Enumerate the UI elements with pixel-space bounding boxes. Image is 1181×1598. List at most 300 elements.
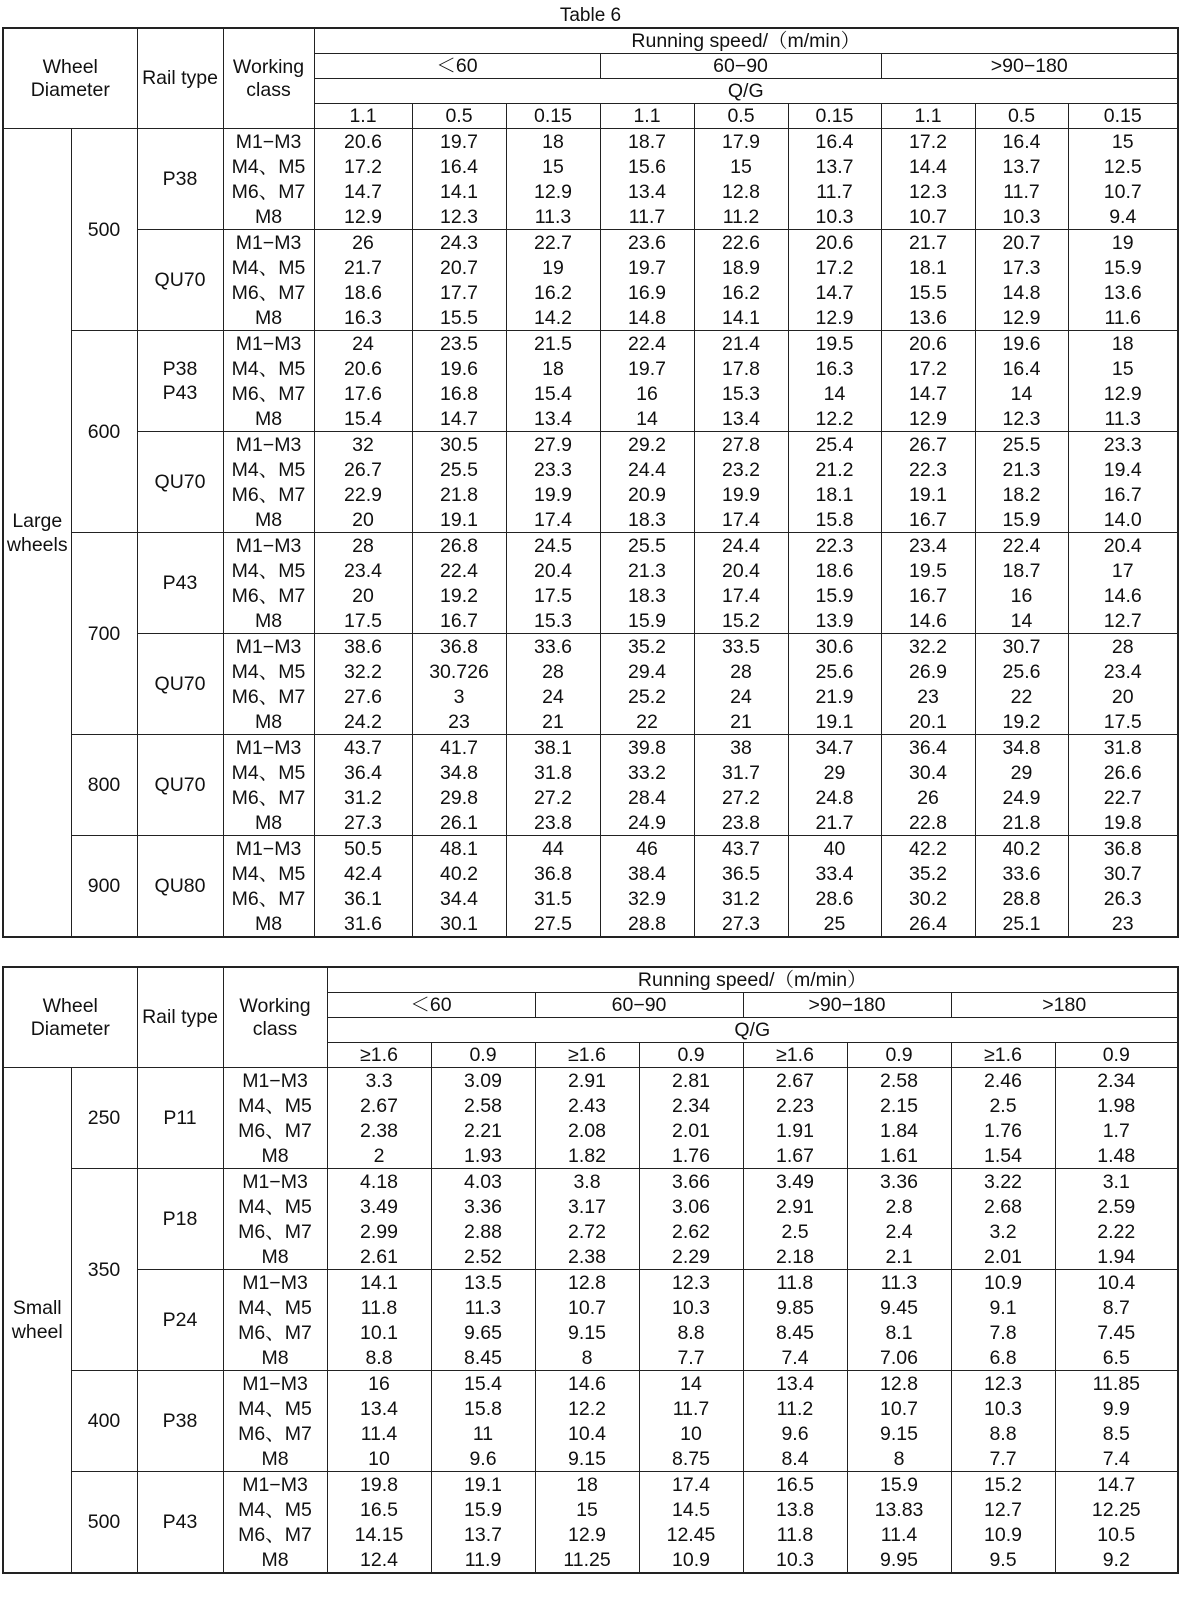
table-cell: 2.01 [639, 1118, 743, 1143]
table-cell: 2.59 [1055, 1194, 1178, 1219]
table-cell: 1.94 [1055, 1244, 1178, 1270]
rail-type-part: QU70 [154, 673, 206, 695]
table-row [3, 735, 1178, 761]
table-cell: 3.1 [1055, 1169, 1178, 1195]
table-cell: 10.3 [975, 204, 1068, 230]
table-cell: 11.7 [639, 1396, 743, 1421]
qg-value: 0.5 [694, 104, 788, 129]
table-cell: 13.4 [694, 406, 788, 432]
table-cell: 24.4 [694, 533, 788, 559]
working-class: M1−M3 [223, 230, 314, 256]
table-cell: 11.25 [535, 1547, 639, 1573]
table-cell: 32.2 [314, 659, 412, 684]
wheel-diameter: 800 [71, 735, 137, 836]
table-cell: 9.15 [535, 1320, 639, 1345]
working-class: M6、M7 [223, 1421, 327, 1446]
table-cell: 16.4 [412, 154, 506, 179]
table-cell: 18.9 [694, 255, 788, 280]
table-row [3, 432, 1178, 458]
table-cell: 31.8 [506, 760, 600, 785]
table-cell: 9.6 [431, 1446, 535, 1472]
table-cell: 2.8 [847, 1194, 951, 1219]
table-cell: 22 [975, 684, 1068, 709]
table-cell: 19.5 [788, 331, 881, 357]
table-cell: 30.7 [975, 634, 1068, 660]
table-cell: 12.9 [506, 179, 600, 204]
qg-header: Q/G [327, 1018, 1178, 1043]
wheel-diameter-header: Wheel Diameter [3, 28, 137, 129]
table-cell: 18 [506, 356, 600, 381]
table-cell: 7.4 [1055, 1446, 1178, 1472]
table-cell: 2.88 [431, 1219, 535, 1244]
table-cell: 14.1 [694, 305, 788, 331]
table-cell: 29.8 [412, 785, 506, 810]
table-cell: 20.6 [788, 230, 881, 256]
table-cell: 2.61 [327, 1244, 431, 1270]
table-cell: 17.6 [314, 381, 412, 406]
table-cell: 2.22 [1055, 1219, 1178, 1244]
qg-value: ≥1.6 [743, 1043, 847, 1068]
table-cell: 20.6 [314, 129, 412, 155]
table-cell: 14.8 [975, 280, 1068, 305]
table-cell: 30.4 [881, 760, 975, 785]
table-cell: 19.5 [881, 558, 975, 583]
rail-type-header: Rail type [137, 967, 223, 1068]
working-class: M1−M3 [223, 836, 314, 862]
working-class: M1−M3 [223, 735, 314, 761]
table-cell: 10.5 [1055, 1522, 1178, 1547]
table-cell: 20.7 [975, 230, 1068, 256]
table-cell: 8.4 [743, 1446, 847, 1472]
table-cell: 21.5 [506, 331, 600, 357]
table-cell: 21.3 [975, 457, 1068, 482]
working-class: M4、M5 [223, 255, 314, 280]
table-cell: 24.8 [788, 785, 881, 810]
table-cell: 1.93 [431, 1143, 535, 1169]
table-cell: 19.6 [412, 356, 506, 381]
table-cell: 10.9 [951, 1522, 1055, 1547]
table-cell: 28 [506, 659, 600, 684]
table-cell: 18.7 [600, 129, 694, 155]
table-cell: 40.2 [975, 836, 1068, 862]
table-cell: 23.5 [412, 331, 506, 357]
table-row [3, 1472, 1178, 1498]
rail-type [137, 1270, 223, 1371]
table-cell: 2.38 [535, 1244, 639, 1270]
table-cell: 7.7 [951, 1446, 1055, 1472]
table-cell: 25.6 [975, 659, 1068, 684]
table-cell: 27.8 [694, 432, 788, 458]
table-cell: 14 [975, 608, 1068, 634]
table-cell: 12.9 [535, 1522, 639, 1547]
working-class: M6、M7 [223, 1522, 327, 1547]
working-class: M6、M7 [223, 1118, 327, 1143]
table-cell: 20.6 [881, 331, 975, 357]
table-cell: 48.1 [412, 836, 506, 862]
working-class: M8 [223, 911, 314, 937]
working-class: M6、M7 [223, 1219, 327, 1244]
table-cell: 27.3 [694, 911, 788, 937]
table-cell: 21.9 [788, 684, 881, 709]
table-cell: 8.7 [1055, 1295, 1178, 1320]
table-cell: 22.3 [881, 457, 975, 482]
table-cell: 16.8 [412, 381, 506, 406]
qg-value: 0.15 [788, 104, 881, 129]
table-cell: 23 [412, 709, 506, 735]
working-class: M8 [223, 1244, 327, 1270]
table-cell: 12.3 [412, 204, 506, 230]
rail-type [137, 735, 223, 836]
table-cell: 25.4 [788, 432, 881, 458]
table-cell: 15.8 [431, 1396, 535, 1421]
table-cell: 34.4 [412, 886, 506, 911]
table-cell: 24.3 [412, 230, 506, 256]
table-cell: 13.5 [431, 1270, 535, 1296]
qg-value: 0.5 [975, 104, 1068, 129]
table-cell: 18.2 [975, 482, 1068, 507]
table-title: Table 6 [559, 5, 622, 26]
table-cell: 28.8 [600, 911, 694, 937]
working-class: M6、M7 [223, 886, 314, 911]
table-cell: 9.1 [951, 1295, 1055, 1320]
table-cell: 34.8 [975, 735, 1068, 761]
table-cell: 18.6 [314, 280, 412, 305]
working-class: M1−M3 [223, 1068, 327, 1094]
table-cell: 10.7 [847, 1396, 951, 1421]
table-cell: 2.46 [951, 1068, 1055, 1094]
table-cell: 3.3 [327, 1068, 431, 1094]
table-cell: 19 [1068, 230, 1178, 256]
working-class: M6、M7 [223, 179, 314, 204]
wheel-diameter: 400 [71, 1371, 137, 1472]
table-cell: 4.03 [431, 1169, 535, 1195]
qg-value: 0.9 [847, 1043, 951, 1068]
table-cell: 2.91 [535, 1068, 639, 1094]
table-cell: 16.3 [314, 305, 412, 331]
table-cell: 28.8 [975, 886, 1068, 911]
qg-value: ≥1.6 [535, 1043, 639, 1068]
rail-type-part: QU70 [154, 269, 206, 291]
table-cell: 19.1 [431, 1472, 535, 1498]
working-class: M8 [223, 1547, 327, 1573]
table-cell: 21.8 [975, 810, 1068, 836]
rail-type-header: Rail type [137, 28, 223, 129]
table-cell: 11.4 [327, 1421, 431, 1446]
table-cell: 23.8 [694, 810, 788, 836]
table-cell: 25 [788, 911, 881, 937]
table-row [3, 1068, 1178, 1094]
table-cell: 12.8 [535, 1270, 639, 1296]
table-cell: 18.6 [788, 558, 881, 583]
wheel-diameter: 500 [71, 1472, 137, 1574]
working-class: M1−M3 [223, 129, 314, 155]
rail-type-part: P43 [162, 572, 198, 594]
table-cell: 23.4 [1068, 659, 1178, 684]
table-cell: 15.9 [975, 507, 1068, 533]
table-cell: 14.7 [314, 179, 412, 204]
qg-value: 1.1 [881, 104, 975, 129]
working-class: M8 [223, 1345, 327, 1371]
table-cell: 27.2 [506, 785, 600, 810]
table-cell: 11.7 [975, 179, 1068, 204]
table-cell: 10.3 [788, 204, 881, 230]
table-cell: 15.4 [314, 406, 412, 432]
table-cell: 12.9 [314, 204, 412, 230]
table-cell: 11.2 [694, 204, 788, 230]
table-cell: 29.4 [600, 659, 694, 684]
table-cell: 30.1 [412, 911, 506, 937]
table-cell: 15 [1068, 356, 1178, 381]
table-cell: 18.1 [881, 255, 975, 280]
table-cell: 10.7 [535, 1295, 639, 1320]
table-cell: 24 [314, 331, 412, 357]
table-cell: 12.3 [639, 1270, 743, 1296]
table-cell: 10.1 [327, 1320, 431, 1345]
table-cell: 9.2 [1055, 1547, 1178, 1573]
table-cell: 19.1 [881, 482, 975, 507]
table-cell: 40.2 [412, 861, 506, 886]
rail-type [137, 1169, 223, 1270]
working-class-header: Working class [223, 28, 314, 129]
running-speed-header: Running speed/（m/min） [327, 967, 1178, 993]
table-cell: 11.85 [1055, 1371, 1178, 1397]
table-cell: 12.9 [975, 305, 1068, 331]
working-class: M8 [223, 608, 314, 634]
working-class: M4、M5 [223, 1497, 327, 1522]
working-class: M8 [223, 305, 314, 331]
working-class: M1−M3 [223, 1371, 327, 1397]
table-cell: 3 [412, 684, 506, 709]
table-cell: 24.5 [506, 533, 600, 559]
working-class: M8 [223, 810, 314, 836]
wheel-diameter: 900 [71, 836, 137, 938]
table-cell: 13.4 [743, 1371, 847, 1397]
working-class: M8 [223, 406, 314, 432]
table-cell: 22.9 [314, 482, 412, 507]
table-cell: 14.1 [327, 1270, 431, 1296]
table-cell: 14 [975, 381, 1068, 406]
table-row [3, 1270, 1178, 1296]
table-cell: 14.4 [881, 154, 975, 179]
table-cell: 10.7 [881, 204, 975, 230]
table-cell: 26.7 [314, 457, 412, 482]
table-cell: 12.9 [1068, 381, 1178, 406]
table-cell: 9.9 [1055, 1396, 1178, 1421]
table-cell: 14 [788, 381, 881, 406]
table-cell: 14.7 [881, 381, 975, 406]
table-cell: 24.9 [975, 785, 1068, 810]
table-cell: 24.2 [314, 709, 412, 735]
table-cell: 1.48 [1055, 1143, 1178, 1169]
qg-value: 0.9 [639, 1043, 743, 1068]
table-cell: 25.5 [600, 533, 694, 559]
table-cell: 8 [535, 1345, 639, 1371]
table-cell: 8.8 [639, 1320, 743, 1345]
working-class: M8 [223, 1446, 327, 1472]
table-cell: 26.7 [881, 432, 975, 458]
table-cell: 29 [788, 760, 881, 785]
rail-type-part: QU70 [154, 471, 206, 493]
table-cell: 20.4 [1068, 533, 1178, 559]
table-cell: 30.726 [412, 659, 506, 684]
table-cell: 10 [639, 1421, 743, 1446]
table-cell: 32.2 [881, 634, 975, 660]
table-cell: 16 [600, 381, 694, 406]
rail-type [137, 331, 223, 432]
table-cell: 13.4 [600, 179, 694, 204]
table-cell: 31.7 [694, 760, 788, 785]
table-cell: 1.67 [743, 1143, 847, 1169]
table-row [3, 1169, 1178, 1195]
table-cell: 8.75 [639, 1446, 743, 1472]
table-cell: 9.6 [743, 1421, 847, 1446]
table-cell: 42.4 [314, 861, 412, 886]
category-label: Small wheel [3, 1068, 71, 1574]
table-cell: 13.8 [743, 1497, 847, 1522]
table-cell: 16.9 [600, 280, 694, 305]
table-cell: 2.5 [951, 1093, 1055, 1118]
table-cell: 33.4 [788, 861, 881, 886]
table-cell: 18 [1068, 331, 1178, 357]
table-cell: 13.7 [975, 154, 1068, 179]
table-cell: 12.3 [975, 406, 1068, 432]
table-cell: 3.49 [327, 1194, 431, 1219]
table-cell: 21 [506, 709, 600, 735]
table-cell: 17.4 [694, 583, 788, 608]
table-cell: 9.5 [951, 1547, 1055, 1573]
table-cell: 24.9 [600, 810, 694, 836]
working-class: M1−M3 [223, 533, 314, 559]
table-cell: 10.9 [639, 1547, 743, 1573]
table-cell: 15.9 [431, 1497, 535, 1522]
table-cell: 3.09 [431, 1068, 535, 1094]
table-cell: 17.3 [975, 255, 1068, 280]
working-class: M4、M5 [223, 760, 314, 785]
table-cell: 15.3 [694, 381, 788, 406]
table-cell: 2.4 [847, 1219, 951, 1244]
table-cell: 15.2 [694, 608, 788, 634]
table-cell: 10.3 [743, 1547, 847, 1573]
table-cell: 25.1 [975, 911, 1068, 937]
table-cell: 2.08 [535, 1118, 639, 1143]
table-cell: 26 [881, 785, 975, 810]
table-cell: 25.6 [788, 659, 881, 684]
table-cell: 2.58 [847, 1068, 951, 1094]
table-cell: 15.2 [951, 1472, 1055, 1498]
table-cell: 20.9 [600, 482, 694, 507]
table-cell: 28.6 [788, 886, 881, 911]
working-class: M6、M7 [223, 381, 314, 406]
working-class: M8 [223, 204, 314, 230]
table-cell: 7.45 [1055, 1320, 1178, 1345]
table-cell: 2.29 [639, 1244, 743, 1270]
table-cell: 20 [314, 583, 412, 608]
table-cell: 11.3 [506, 204, 600, 230]
working-class: M4、M5 [223, 1295, 327, 1320]
table-cell: 29 [975, 760, 1068, 785]
rail-type-part: P43 [162, 1511, 198, 1533]
table-cell: 2.99 [327, 1219, 431, 1244]
table-cell: 10 [327, 1446, 431, 1472]
table-cell: 15 [506, 154, 600, 179]
table-cell: 20.4 [694, 558, 788, 583]
table-cell: 11.9 [431, 1547, 535, 1573]
working-class: M8 [223, 1143, 327, 1169]
table-cell: 27.3 [314, 810, 412, 836]
table-cell: 39.8 [600, 735, 694, 761]
speed-header: 60−90 [600, 54, 881, 79]
table-cell: 43.7 [694, 836, 788, 862]
table-cell: 2.67 [743, 1068, 847, 1094]
table-cell: 41.7 [412, 735, 506, 761]
table-cell: 3.8 [535, 1169, 639, 1195]
table-cell: 2 [327, 1143, 431, 1169]
speed-header: ＜60 [314, 54, 600, 79]
table-cell: 11.3 [847, 1270, 951, 1296]
table-cell: 22.6 [694, 230, 788, 256]
table-cell: 14.8 [600, 305, 694, 331]
wheel-diameter: 700 [71, 533, 137, 735]
rail-type [137, 533, 223, 634]
table-cell: 15 [694, 154, 788, 179]
table-cell: 29.2 [600, 432, 694, 458]
table-cell: 12.45 [639, 1522, 743, 1547]
working-class: M4、M5 [223, 659, 314, 684]
table-cell: 23.4 [314, 558, 412, 583]
table-cell: 14.7 [412, 406, 506, 432]
table-cell: 2.34 [639, 1093, 743, 1118]
table-cell: 17.2 [881, 129, 975, 155]
rail-type [137, 129, 223, 230]
table-cell: 4.18 [327, 1169, 431, 1195]
table-cell: 15.9 [788, 583, 881, 608]
table-cell: 33.2 [600, 760, 694, 785]
table-cell: 26.6 [1068, 760, 1178, 785]
table-cell: 28 [1068, 634, 1178, 660]
table-cell: 19.7 [600, 255, 694, 280]
table-row [3, 836, 1178, 862]
working-class: M1−M3 [223, 1270, 327, 1296]
table-cell: 14.6 [535, 1371, 639, 1397]
table-cell: 11.8 [327, 1295, 431, 1320]
table-cell: 31.8 [1068, 735, 1178, 761]
table-cell: 15.9 [1068, 255, 1178, 280]
table-cell: 23 [881, 684, 975, 709]
table-cell: 1.54 [951, 1143, 1055, 1169]
table-cell: 27.2 [694, 785, 788, 810]
table-cell: 32.9 [600, 886, 694, 911]
table-cell: 35.2 [600, 634, 694, 660]
table-cell: 15.8 [788, 507, 881, 533]
table-cell: 14.2 [506, 305, 600, 331]
table-cell: 12.3 [881, 179, 975, 204]
table-cell: 16.7 [881, 583, 975, 608]
table-cell: 28 [694, 659, 788, 684]
table-cell: 8.45 [743, 1320, 847, 1345]
table-cell: 20.4 [506, 558, 600, 583]
table-cell: 19.6 [975, 331, 1068, 357]
table-cell: 23.2 [694, 457, 788, 482]
table-cell: 2.18 [743, 1244, 847, 1270]
table-cell: 23.8 [506, 810, 600, 836]
table-cell: 11.8 [743, 1270, 847, 1296]
table-cell: 36.4 [881, 735, 975, 761]
table-cell: 18.3 [600, 507, 694, 533]
category-label: Large wheels [3, 129, 71, 938]
table-cell: 22.4 [600, 331, 694, 357]
qg-value: ≥1.6 [951, 1043, 1055, 1068]
table-cell: 10.4 [1055, 1270, 1178, 1296]
